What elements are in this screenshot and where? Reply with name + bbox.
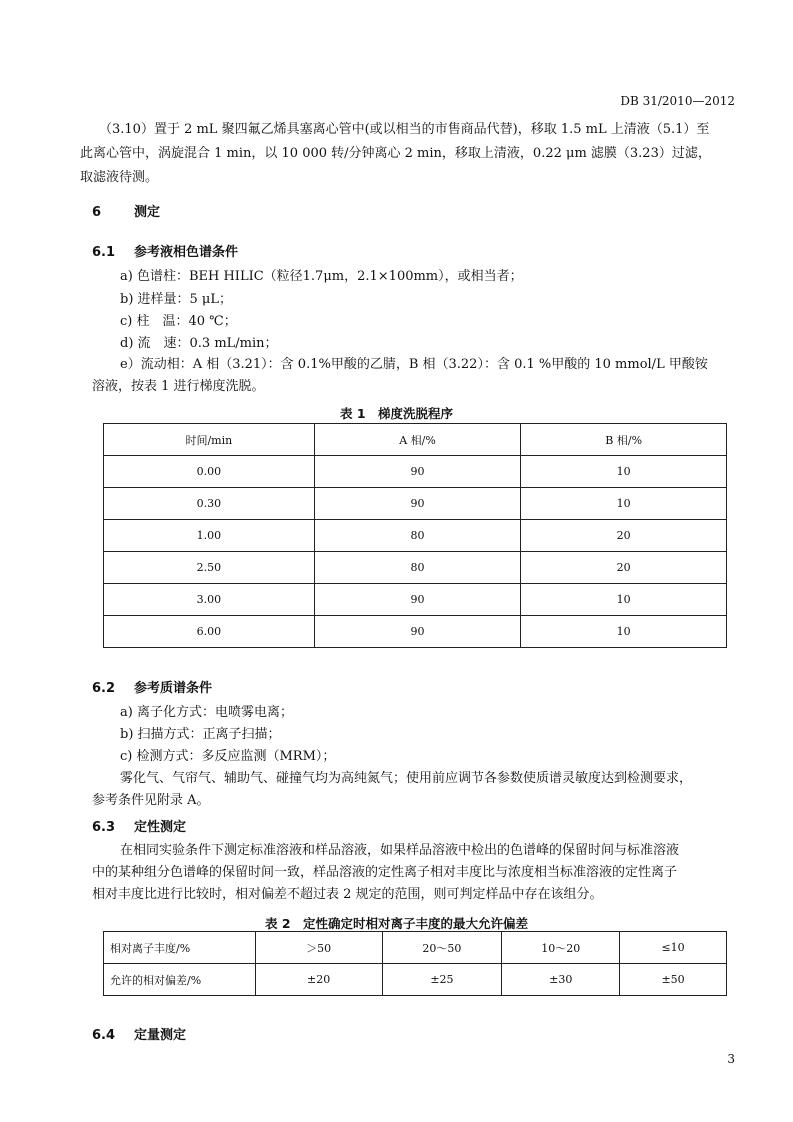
lc-condition-b: b) 进样量：5 μL； [120,292,233,307]
column-header: B 相/% [521,424,727,456]
ms-condition-b: b) 扫描方式：正离子扫描； [120,727,281,742]
table-cell: ±30 [502,964,620,996]
table-cell: 90 [314,456,521,488]
column-header: A 相/% [314,424,521,456]
document-code: DB 31/2010—2012 [620,94,735,108]
ms-gas-line-1: 雾化气、气帘气、辅助气、碰撞气均为高纯氮气；使用前应调节各参数使质谱灵敏度达到检测要求， [120,771,693,786]
section-number: 6.2 [92,681,116,696]
section-title: 测定 [134,205,161,220]
table-row [104,488,727,520]
table-cell: 10 [521,584,727,616]
section-title: 参考质谱条件 [134,681,213,696]
section-6-2-heading [92,677,212,696]
qualitative-line-2: 中的某种组分色谱峰的保留时间一致，样品溶液的定性离子相对丰度比与浓度相当标准溶液的定性离子 [92,865,678,880]
table-cell: 80 [314,520,521,552]
section-6-4-heading [92,1024,186,1043]
table-cell: ±50 [620,964,727,996]
table-cell: 10 [521,488,727,520]
section-number: 6.1 [92,245,116,260]
intro-line-1: （3.10）置于 2 mL 聚四氟乙烯具塞离心管中(或以相当的市售商品代替)，移取 1.5 mL 上清液（5.1）至 [99,122,710,137]
qualitative-line-3: 相对丰度比进行比较时，相对偏差不超过表 2 规定的范围，则可判定样品中存在该组分。 [92,887,603,902]
page-number: 3 [727,1052,735,1066]
table-cell: ±25 [382,964,502,996]
lc-condition-a: a) 色谱柱：BEH HILIC（粒径1.7μm，2.1×100mm），或相当者； [120,269,523,284]
table-row [104,932,727,964]
table-cell: 0.00 [104,456,315,488]
table-row [104,616,727,648]
qualitative-line-1: 在相同实验条件下测定标准溶液和样品溶液，如果样品溶液中检出的色谱峰的保留时间与标准溶液 [120,843,680,858]
table-2-caption: 表 2 定性确定时相对离子丰度的最大允许偏差 [264,916,529,931]
table-1-caption: 表 1 梯度洗脱程序 [339,406,454,421]
row-label: 相对离子丰度/% [104,932,256,964]
intro-line-3: 取滤液待测。 [80,170,159,185]
table-cell: 10 [521,456,727,488]
table-cell: 10 [521,616,727,648]
table-row [104,552,727,584]
table-header-row [104,424,727,456]
ms-condition-a: a) 离子化方式：电喷雾电离； [120,705,293,720]
section-title: 定性测定 [134,820,187,835]
table-cell: ±20 [255,964,382,996]
section-title: 参考液相色谱条件 [134,245,239,260]
column-header: 时间/min [104,424,315,456]
table-cell: 90 [314,584,521,616]
table-row [104,456,727,488]
table-cell: 6.00 [104,616,315,648]
lc-condition-c: c) 柱 温：40 ℃； [120,314,237,329]
lc-condition-e: e）流动相：A 相（3.21）：含 0.1%甲酸的乙腈，B 相（3.22）：含 0.1 %甲酸的 10 mmol/L 甲酸铵 [120,357,708,372]
table-cell: 3.00 [104,584,315,616]
table-cell: ＞50 [255,932,382,964]
ms-gas-line-2: 参考条件见附录 A。 [92,793,210,808]
ms-condition-c: c) 检测方式：多反应监测（MRM）； [120,749,336,764]
table-cell: 1.00 [104,520,315,552]
section-6-heading [92,201,160,220]
deviation-table [103,931,727,996]
section-number: 6.3 [92,820,116,835]
gradient-table [103,423,727,648]
intro-line-2: 此离心管中，涡旋混合 1 min，以 10 000 转/分钟离心 2 min，移取上清液，0.22 μm 滤膜（3.23）过滤， [80,146,711,161]
row-label: 允许的相对偏差/% [104,964,256,996]
table-cell: 10～20 [502,932,620,964]
table-cell: 0.30 [104,488,315,520]
section-title: 定量测定 [134,1028,187,1043]
lc-condition-d: d) 流 速：0.3 mL/min； [120,336,278,351]
table-row [104,520,727,552]
section-number: 6 [92,205,102,220]
table-row [104,584,727,616]
section-6-3-heading [92,816,186,835]
table-cell: 2.50 [104,552,315,584]
section-6-1-heading [92,241,238,260]
table-cell: 90 [314,488,521,520]
lc-condition-e-cont: 溶液，按表 1 进行梯度洗脱。 [92,379,265,394]
table-row [104,964,727,996]
table-cell: 90 [314,616,521,648]
table-cell: 20～50 [382,932,502,964]
section-number: 6.4 [92,1028,116,1043]
table-cell: 80 [314,552,521,584]
table-cell: 20 [521,520,727,552]
table-cell: ≤10 [620,932,727,964]
table-cell: 20 [521,552,727,584]
